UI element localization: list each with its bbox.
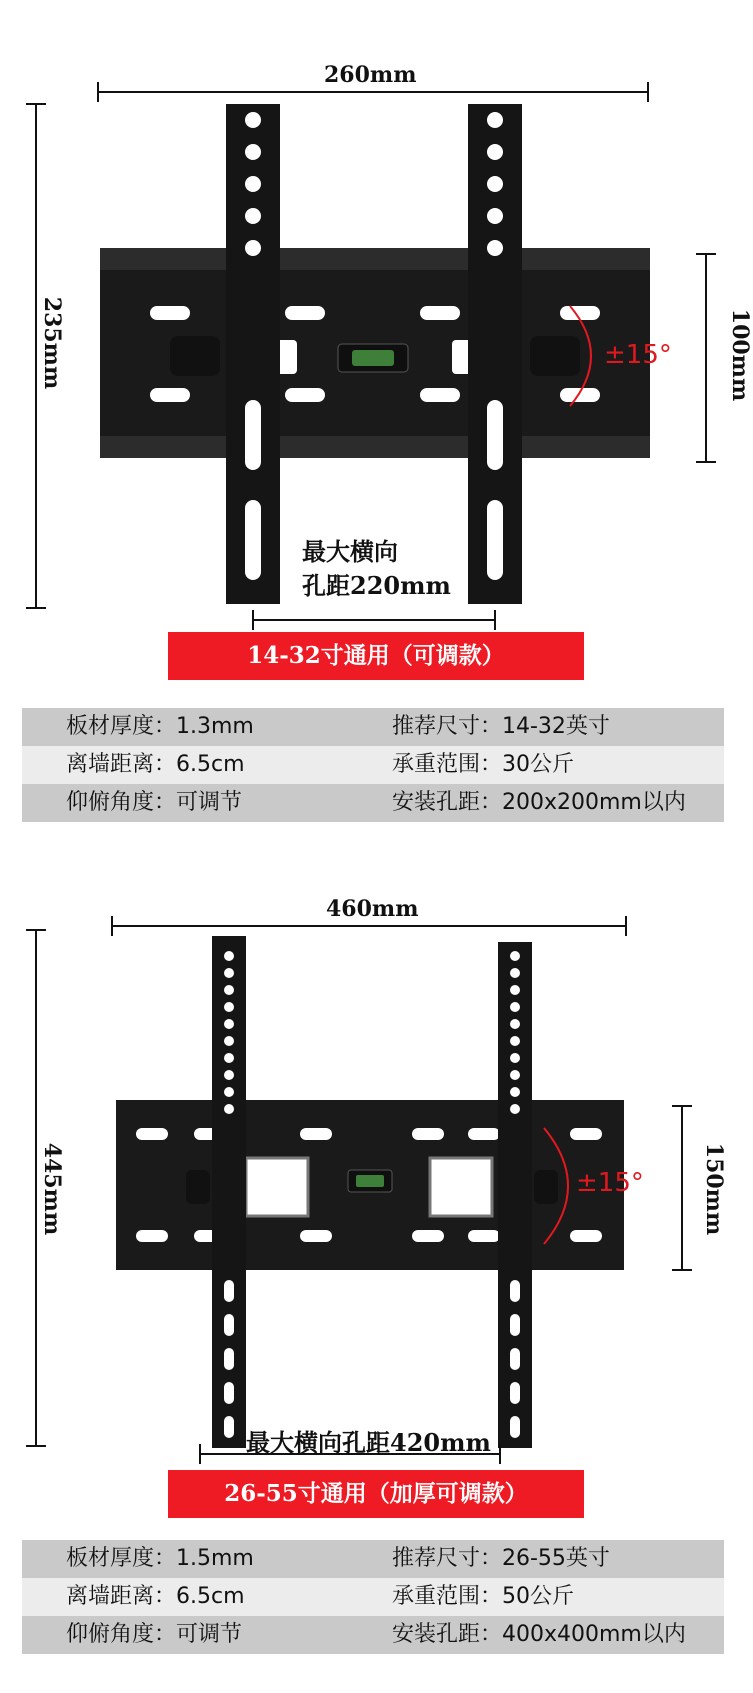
spec-mount-hole: 安装孔距：400x400mm以内 — [392, 1622, 686, 1647]
spec-table — [22, 708, 724, 822]
spec-row — [22, 1540, 724, 1578]
hole-distance-label — [302, 535, 451, 603]
spec-row — [22, 708, 724, 746]
depth-label: 150mm — [701, 1142, 728, 1236]
spec-load-range: 承重范围：30公斤 — [392, 752, 574, 777]
width-label: 460mm — [326, 896, 419, 922]
spec-row — [22, 1616, 724, 1654]
spec-load-range: 承重范围：50公斤 — [392, 1584, 574, 1609]
height-label: 445mm — [39, 1142, 66, 1236]
spec-wall-distance: 离墙距离：6.5cm — [66, 752, 245, 777]
spec-thickness: 板材厚度：1.3mm — [66, 714, 254, 739]
tilt-angle-label: ±15° — [576, 1168, 644, 1198]
product-section-2 — [0, 880, 750, 1680]
spec-tilt-angle: 仰俯角度：可调节 — [66, 790, 243, 815]
spec-mount-hole: 安装孔距：200x200mm以内 — [392, 790, 686, 815]
spec-thickness: 板材厚度：1.5mm — [66, 1546, 254, 1571]
spec-row — [22, 1578, 724, 1616]
spec-row — [22, 784, 724, 822]
depth-label: 100mm — [727, 308, 753, 402]
spec-table — [22, 1540, 724, 1654]
spec-row — [22, 746, 724, 784]
size-banner: 14-32寸通用（可调款） — [168, 632, 584, 680]
hole-distance-line2: 孔距220mm — [302, 571, 451, 600]
hole-distance-line1: 最大横向 — [302, 537, 398, 566]
product-section-1 — [0, 0, 753, 815]
height-label: 235mm — [39, 296, 66, 390]
spec-tilt-angle: 仰俯角度：可调节 — [66, 1622, 243, 1647]
size-banner: 26-55寸通用（加厚可调款） — [168, 1470, 584, 1518]
hole-distance-label: 最大横向孔距420mm — [246, 1428, 491, 1457]
tilt-angle-label: ±15° — [604, 340, 672, 370]
spec-wall-distance: 离墙距离：6.5cm — [66, 1584, 245, 1609]
width-label: 260mm — [324, 62, 417, 88]
spec-recommended-size: 推荐尺寸：26-55英寸 — [392, 1546, 610, 1571]
spec-recommended-size: 推荐尺寸：14-32英寸 — [392, 714, 610, 739]
